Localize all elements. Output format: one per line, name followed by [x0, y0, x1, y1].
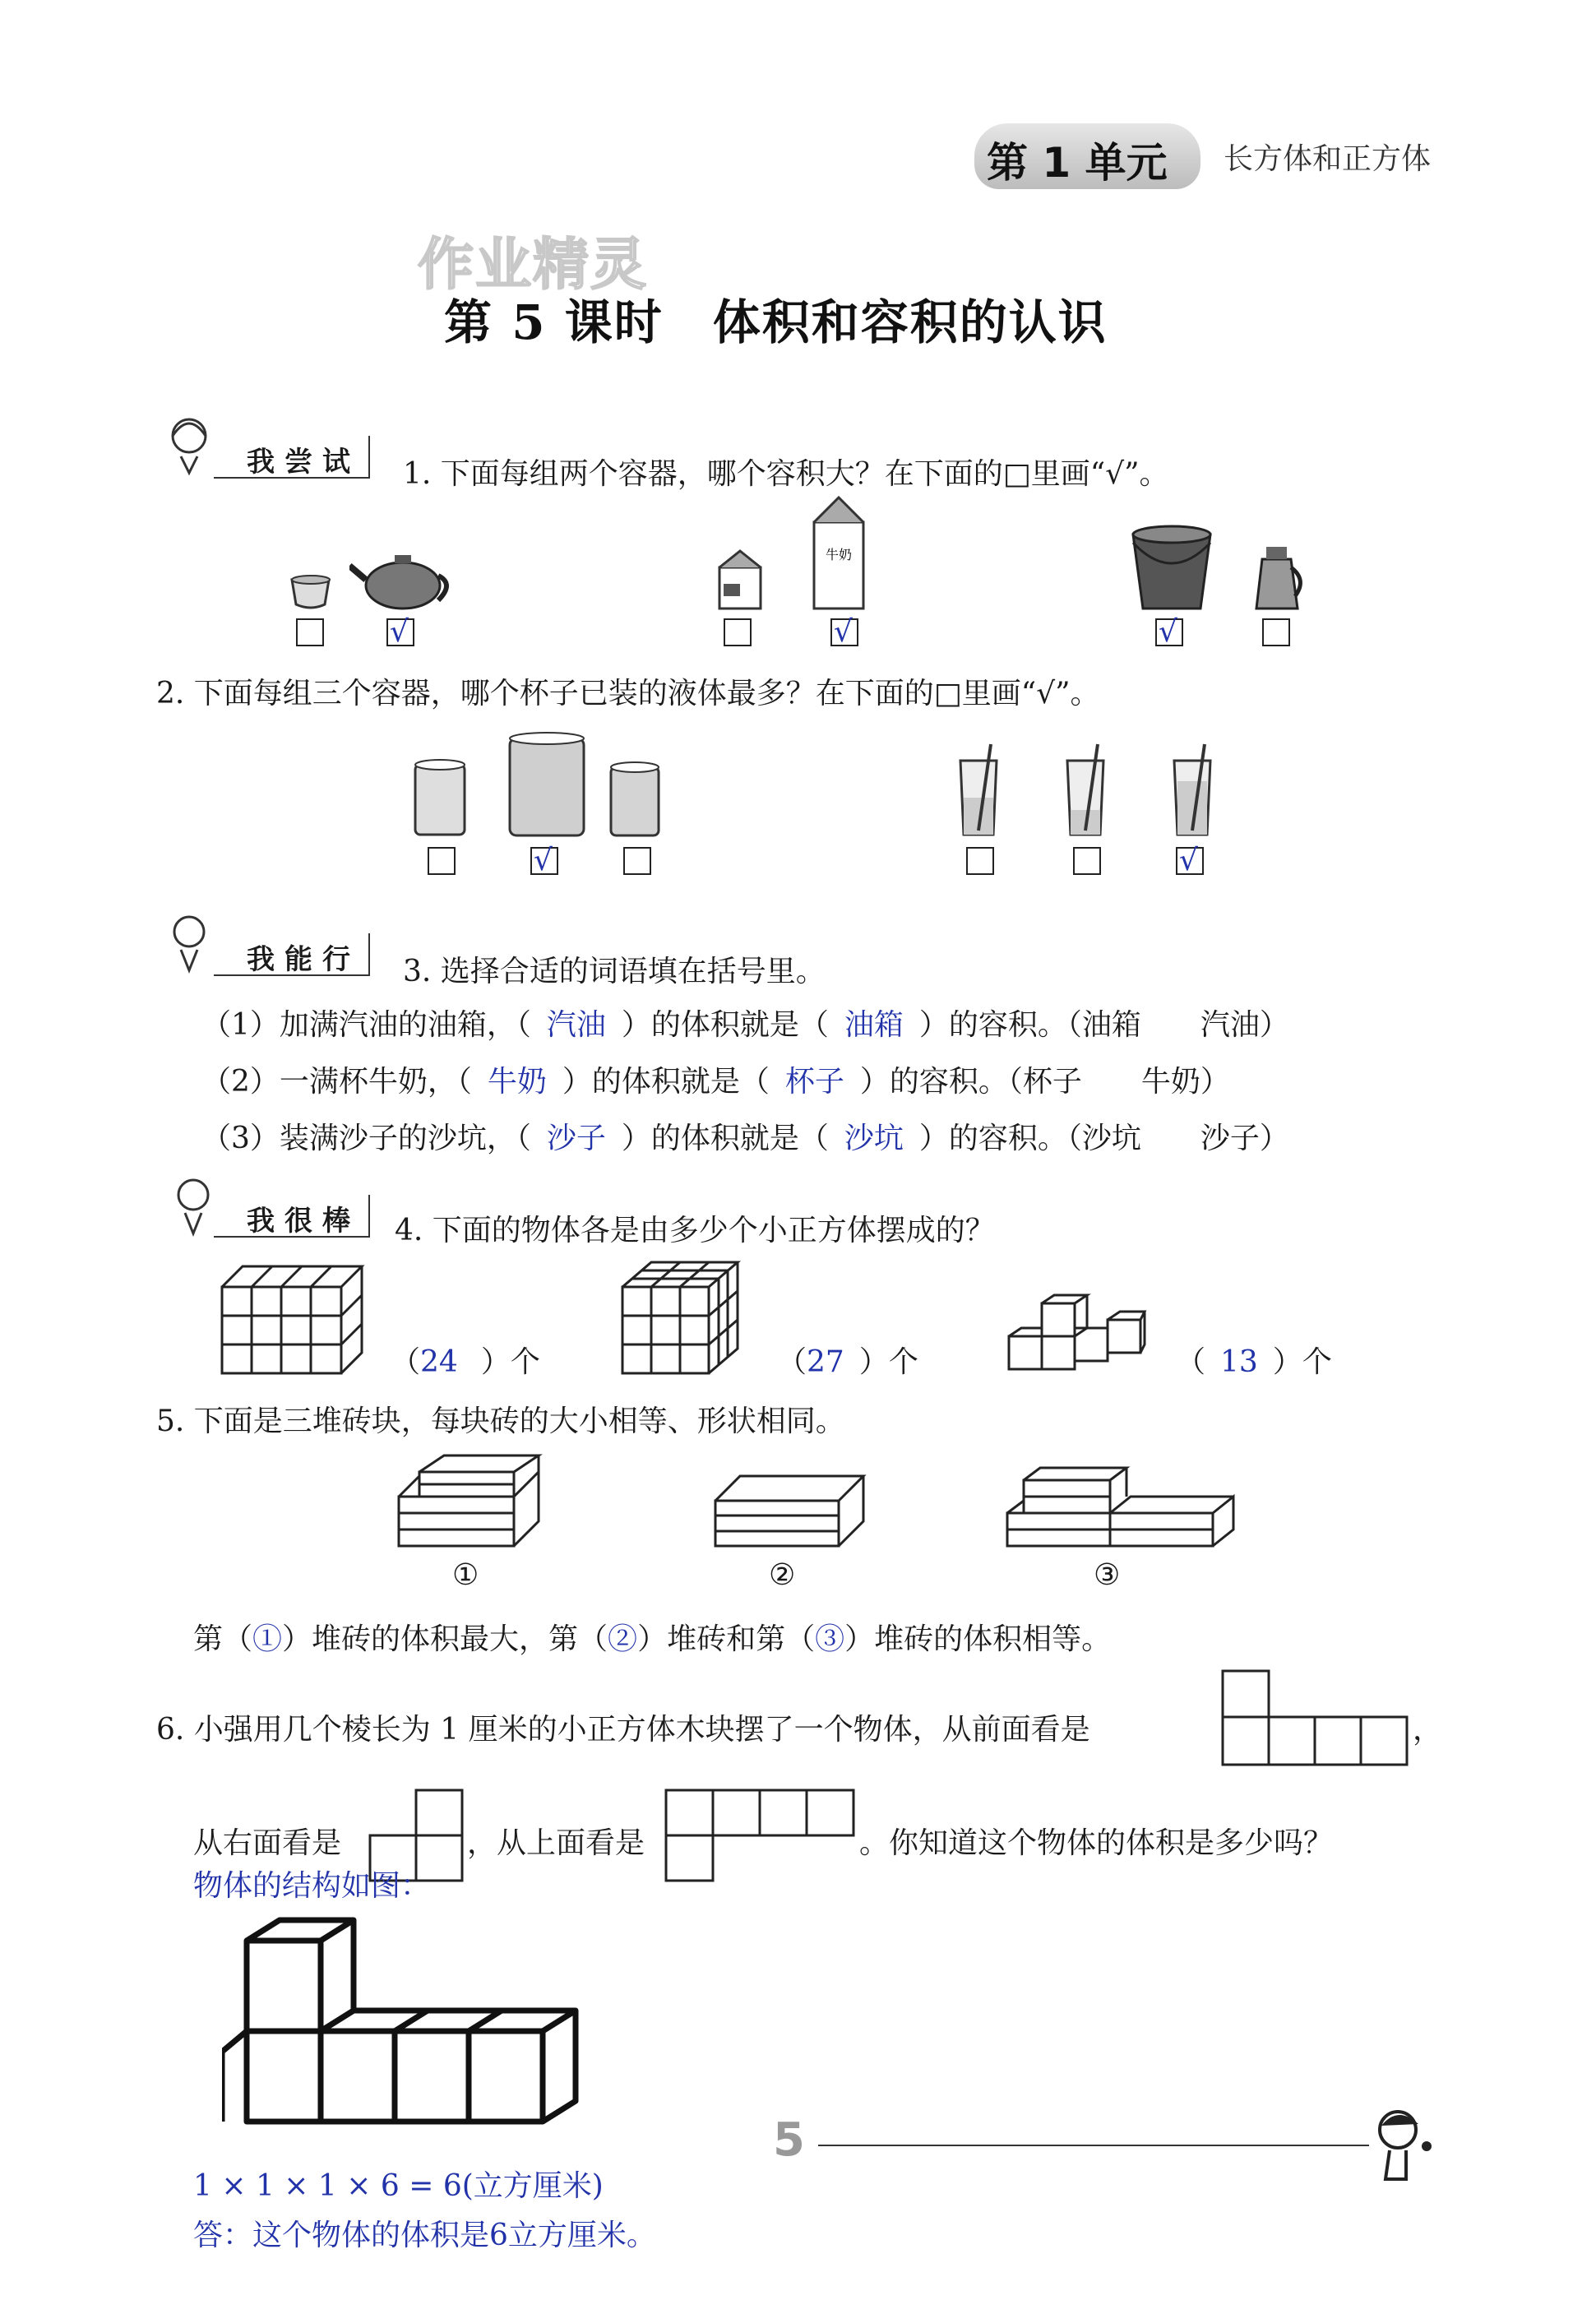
q1-box-4[interactable]: √ [830, 618, 860, 648]
q3-answer-3b: 沙坑 [844, 1122, 904, 1155]
q5-answer-1: ① [252, 1622, 283, 1656]
glass-straw-icon-2 [1061, 740, 1110, 839]
milk-label: 牛奶 [825, 547, 853, 562]
q6-structure-label: 物体的结构如图： [193, 1869, 431, 1903]
pile-label-2: ② [769, 1558, 796, 1592]
watermark: 作业精灵 [418, 233, 649, 298]
q1-box-6[interactable] [1262, 618, 1292, 648]
teapot-icon [349, 543, 456, 613]
unit-label: 第 1 单元 [987, 139, 1168, 187]
q3-text: 3. 选择合适的词语填在括号里。 [403, 955, 826, 988]
jug-icon [1250, 543, 1307, 613]
section-try-label: 我尝试 [247, 446, 360, 479]
section-try [214, 436, 370, 479]
q2-box-3[interactable] [623, 847, 653, 877]
beaker-icon-2 [502, 724, 592, 839]
lesson-title: 第 5 课时 体积和容积的认识 [444, 294, 1108, 350]
footer-rule [818, 2145, 1369, 2146]
top-view-figure [664, 1789, 858, 1883]
footer-mascot-icon [1361, 2101, 1443, 2191]
section-great-label: 我很棒 [247, 1205, 360, 1238]
q1-text: 1. 下面每组两个容器，哪个容积大？在下面的□里画“√”。 [403, 457, 1169, 491]
section-great [214, 1195, 370, 1238]
brick-pile-3 [1003, 1464, 1237, 1550]
q1-box-5[interactable]: √ [1155, 618, 1185, 648]
q1-box-2[interactable]: √ [386, 618, 416, 648]
mascot-icon [156, 411, 222, 477]
q3-answer-1b: 油箱 [844, 1008, 904, 1042]
q5-answer-3: ③ [815, 1622, 845, 1656]
section-can-label: 我能行 [247, 943, 360, 976]
section-can [214, 933, 370, 976]
milk-carton-small-icon [715, 547, 765, 613]
q3-answer-2a: 牛奶 [487, 1065, 547, 1099]
mascot-icon [160, 909, 218, 974]
q6-text-right: 从右面看是 [193, 1826, 342, 1860]
pile-label-1: ① [452, 1558, 479, 1592]
front-view-figure [1221, 1669, 1410, 1768]
glass-straw-icon-1 [954, 740, 1003, 839]
q5-text: 5. 下面是三堆砖块，每块砖的大小相等、形状相同。 [156, 1405, 845, 1438]
pile-label-3: ③ [1094, 1558, 1121, 1592]
unit-subtitle: 长方体和正方体 [1224, 142, 1432, 176]
q3-line-1: （1）加满汽油的油箱，（ 汽油 ）的体积就是（ 油箱 ）的容积。（油箱 汽油） [201, 1002, 1289, 1044]
beaker-icon-1 [407, 748, 473, 839]
glass-straw-icon-3 [1168, 740, 1217, 839]
q3-answer-2b: 杯子 [784, 1065, 844, 1099]
q2-text: 2. 下面每组三个容器，哪个杯子已装的液体最多？在下面的□里画“√”。 [156, 677, 1100, 710]
q6-formula: 1 × 1 × 1 × 6 = 6(立方厘米) [193, 2169, 604, 2203]
beaker-icon-3 [604, 752, 666, 839]
q2-box-2[interactable]: √ [530, 847, 560, 877]
small-cup-icon [288, 572, 337, 613]
q6-text-end: 。你知道这个物体的体积是多少吗？ [859, 1826, 1334, 1860]
q6-comma: ， [1413, 1713, 1443, 1747]
milk-carton-large-icon [810, 493, 867, 613]
cube-figure-1 [218, 1262, 366, 1377]
q1-box-1[interactable] [296, 618, 326, 648]
q1-box-3[interactable] [724, 618, 753, 648]
q6-text-top: ，从上面看是 [467, 1826, 645, 1860]
q2-box-1[interactable] [428, 847, 457, 877]
q5-answer-2: ② [608, 1622, 638, 1656]
brick-pile-1 [395, 1451, 543, 1550]
cube-figure-2 [618, 1258, 750, 1377]
page-number: 5 [773, 2113, 805, 2167]
q5-answer-line: 第（①）堆砖的体积最大，第（②）堆砖和第（③）堆砖的体积相等。 [193, 1622, 1112, 1656]
q4-answer-3: （ 13 ）个 [1176, 1345, 1332, 1379]
structure-figure [222, 1916, 584, 2130]
q6-text-front: 6. 小强用几个棱长为 1 厘米的小正方体木块摆了一个物体，从前面看是 [156, 1713, 1090, 1747]
q4-answer-2: （27 ）个 [777, 1345, 918, 1379]
q2-box-6[interactable]: √ [1176, 847, 1205, 877]
cube-figure-3 [1005, 1291, 1149, 1373]
q3-answer-1a: 汽油 [546, 1008, 606, 1042]
q2-box-4[interactable] [966, 847, 996, 877]
q2-box-5[interactable] [1073, 847, 1103, 877]
bucket-icon [1126, 518, 1217, 613]
q3-line-3: （3）装满沙子的沙坑，（ 沙子 ）的体积就是（ 沙坑 ）的容积。（沙坑 沙子） [201, 1115, 1289, 1157]
q4-text: 4. 下面的物体各是由多少个小正方体摆成的？ [395, 1214, 995, 1247]
q3-line-2: （2）一满杯牛奶，（ 牛奶 ）的体积就是（ 杯子 ）的容积。（杯子 牛奶） [201, 1058, 1230, 1100]
brick-pile-2 [711, 1472, 867, 1550]
q6-answer: 答：这个物体的体积是6立方厘米。 [193, 2219, 656, 2252]
q4-answer-1: （24 ）个 [391, 1345, 540, 1379]
q3-answer-3a: 沙子 [546, 1122, 606, 1155]
